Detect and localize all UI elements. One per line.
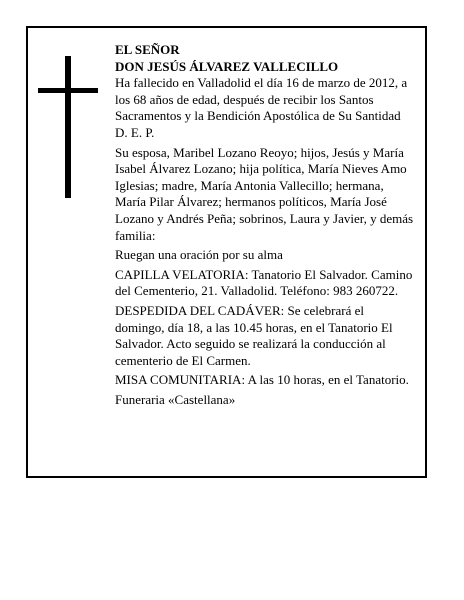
community-mass-info: MISA COMUNITARIA: A las 10 horas, en el Tanatorio. [115,372,409,388]
death-notice [26,26,427,478]
wake-chapel-info: CAPILLA VELATORIA: Tanatorio El Salvador. Camino del Cementerio, 21. Valladolid. Teléfono: 983 260722. [115,266,413,299]
notice-title: EL SEÑOR [115,42,180,57]
deceased-name: DON JESÚS ÁLVAREZ VALLECILLO [115,58,339,74]
family-list: Su esposa, Maribel Lozano Reoyo; hijos, Jesús y María Isabel Álvarez Lozano; hija política, María Nieves Amo Iglesias; madre, María Antonia Vallecillo; hermana, María Pilar Álvarez; hermanos políticos, María José Lozano y Andrés Peña; sobrinos, Laura y Javier, y demás familia: [115,144,414,243]
prayer-request: Ruegan una oración por su alma [115,247,283,263]
funeral-farewell-info: DESPEDIDA DEL CADÁVER: Se celebrará el domingo, día 18, a las 10.45 horas, en el Tanatorio El Salvador. Acto seguido se realizará la conducción al cementerio de El Carmen. [115,302,393,368]
notice-text [115,42,415,411]
cross-vertical-bar [65,56,71,198]
cross-horizontal-bar [38,88,98,93]
death-announcement: Ha fallecido en Valladolid el día 16 de marzo de 2012, a los 68 años de edad, después de recibir los Santos Sacramentos y la Bendición Apostólica de Su Santidad D. E. P. [115,75,408,140]
funeral-home-name: Funeraria «Castellana» [115,391,236,407]
cross-icon [38,56,98,198]
